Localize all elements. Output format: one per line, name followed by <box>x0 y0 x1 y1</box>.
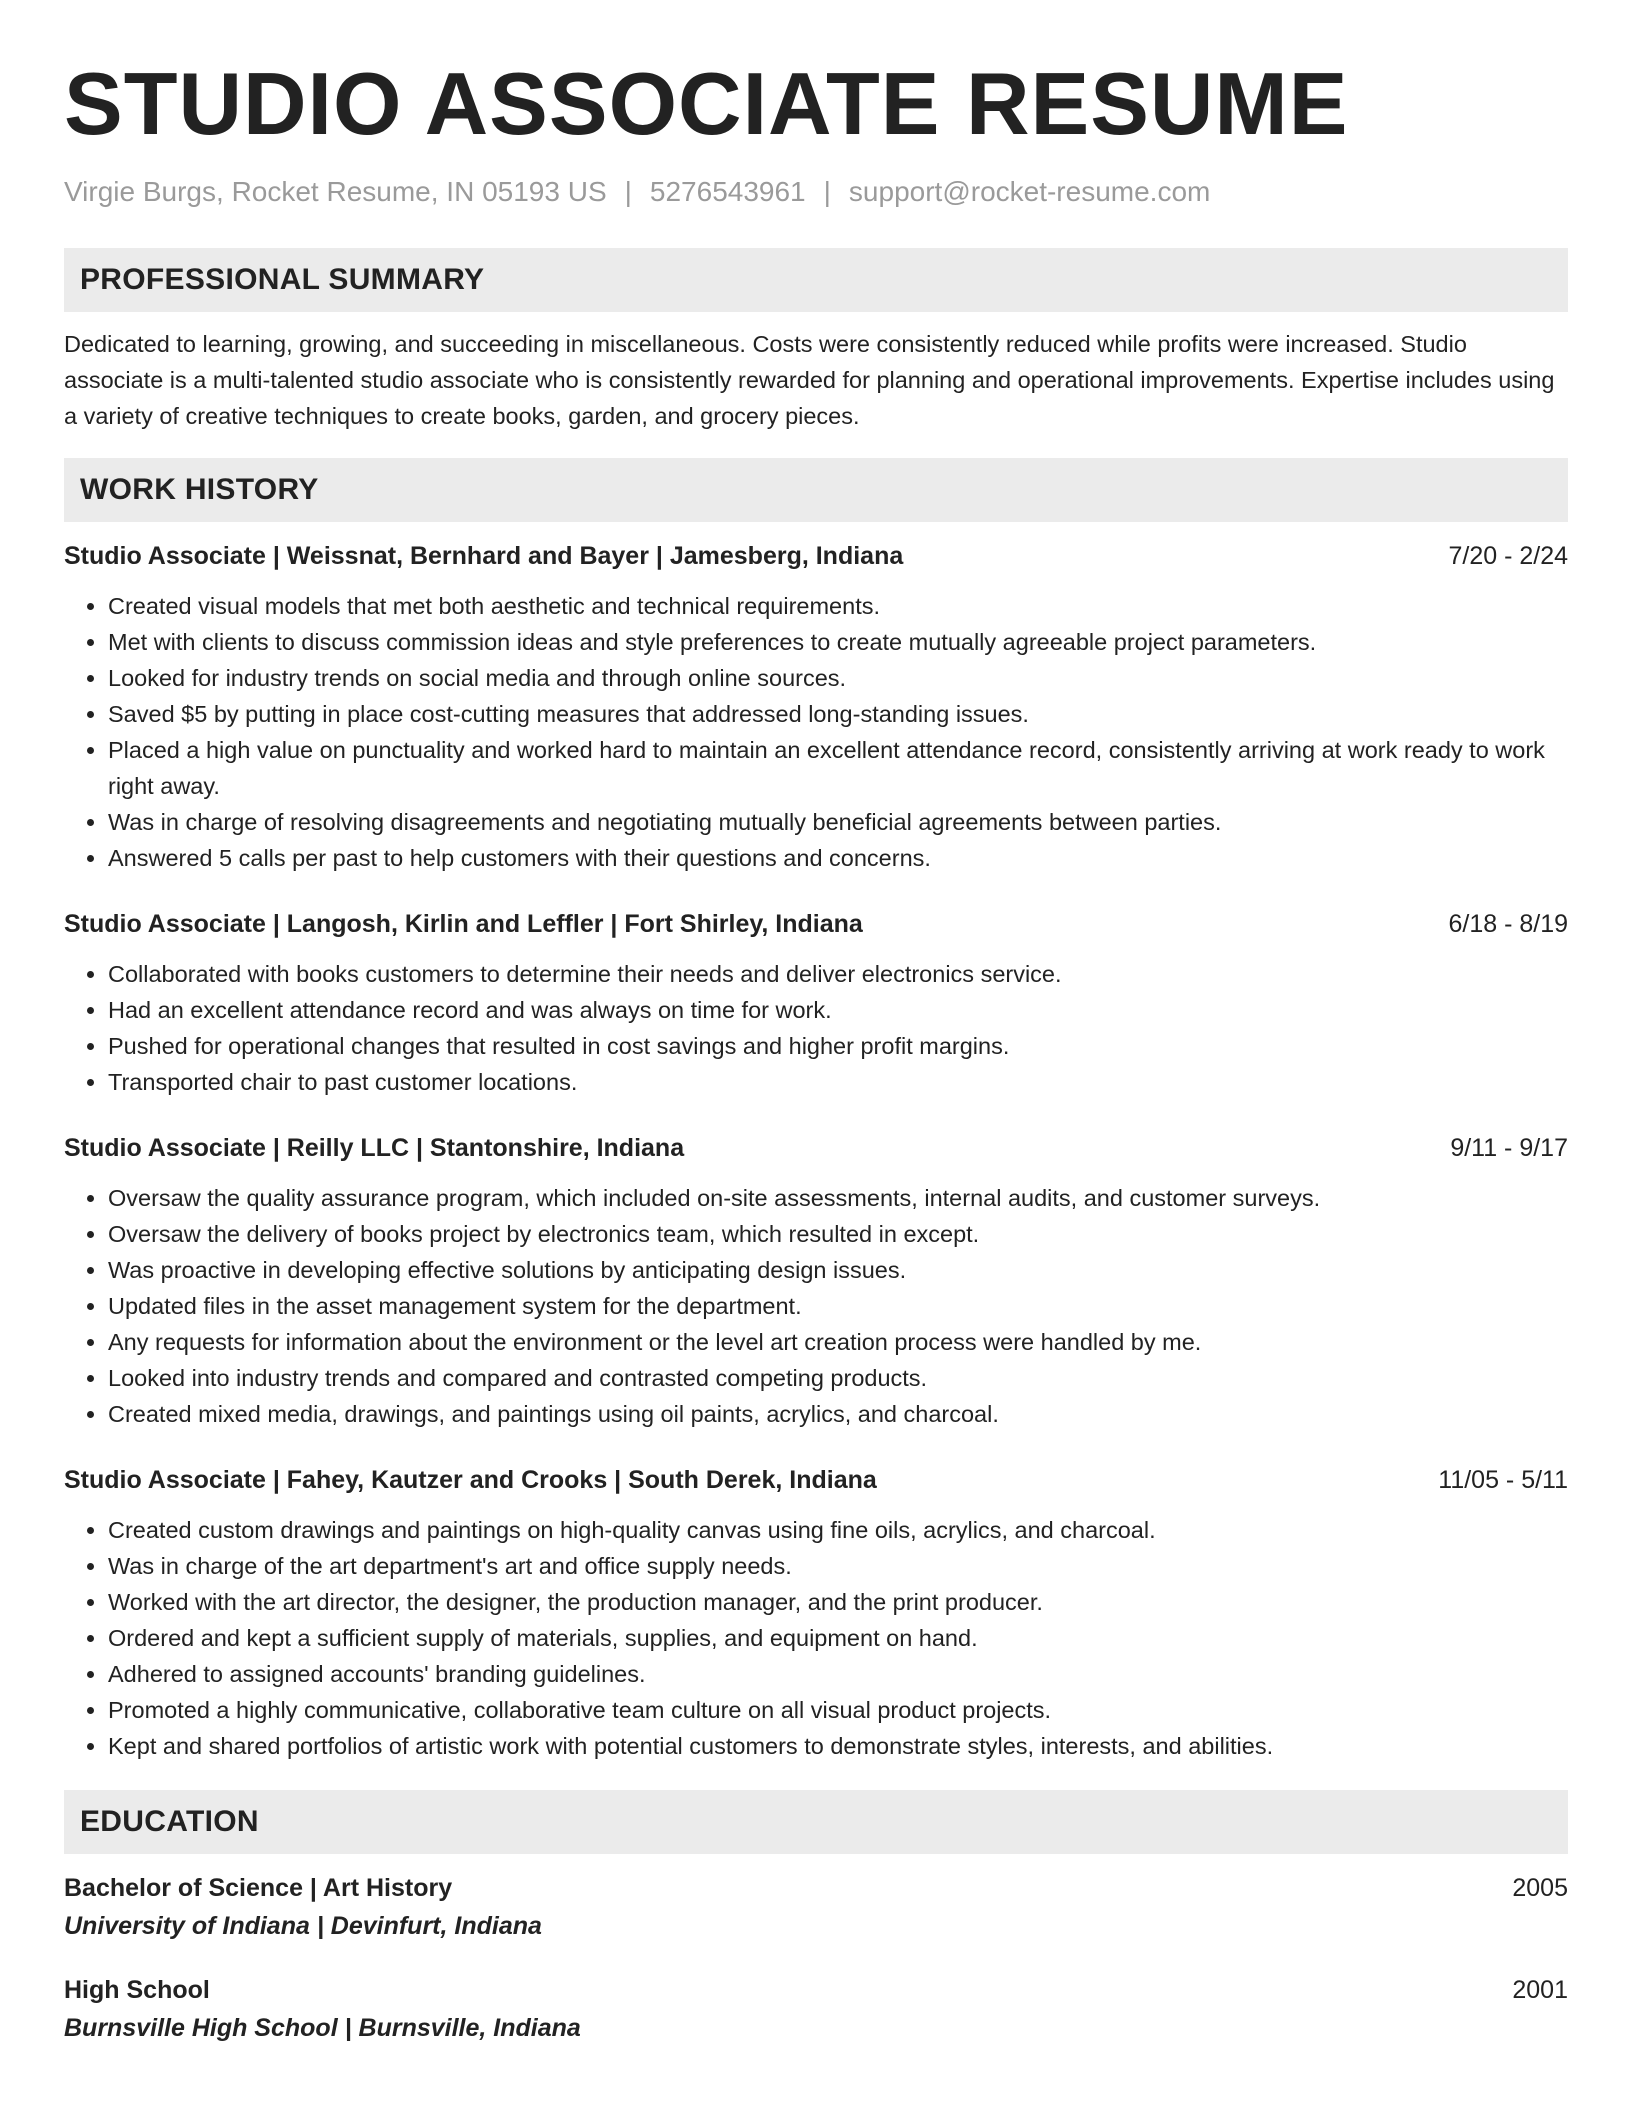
bullet-item: • Answered 5 calls per past to help customers with their questions and concerns. <box>108 840 1568 876</box>
education-heading: EDUCATION <box>64 1790 1568 1854</box>
job-header <box>64 1462 1568 1498</box>
bullet-item: • Any requests for information about the environment or the level art creation process were handled by me. <box>108 1324 1568 1360</box>
job-entry <box>64 906 1568 1100</box>
bullet-item: • Oversaw the quality assurance program, which included on-site assessments, internal audits, and customer surveys. <box>108 1180 1568 1216</box>
bullet-item: • Created mixed media, drawings, and paintings using oil paints, acrylics, and charcoal. <box>108 1396 1568 1432</box>
contact-separator: | <box>823 176 831 207</box>
job-bullets <box>64 956 1568 1100</box>
bullet-item: • Worked with the art director, the designer, the production manager, and the print producer. <box>108 1584 1568 1620</box>
education-degree: Bachelor of Science | Art History <box>64 1874 453 1902</box>
job-header <box>64 538 1568 574</box>
bullet-item: • Was in charge of the art department's art and office supply needs. <box>108 1548 1568 1584</box>
job-dates: 11/05 - 5/11 <box>1438 1466 1568 1494</box>
bullet-item: • Kept and shared portfolios of artistic work with potential customers to demonstrate styles, interests, and abilities. <box>108 1728 1568 1764</box>
contact-phone: 5276543961 <box>649 176 806 207</box>
education-degree: High School <box>64 1976 210 2004</box>
summary-heading: PROFESSIONAL SUMMARY <box>64 248 1568 312</box>
education-header <box>64 1972 1568 2008</box>
resume-title: STUDIO ASSOCIATE RESUME <box>64 54 1349 153</box>
job-title: Studio Associate | Langosh, Kirlin and Leffler | Fort Shirley, Indiana <box>64 910 863 938</box>
bullet-item: • Was proactive in developing effective solutions by anticipating design issues. <box>108 1252 1568 1288</box>
job-dates: 6/18 - 8/19 <box>1448 910 1568 938</box>
bullet-item: • Ordered and kept a sufficient supply of materials, supplies, and equipment on hand. <box>108 1620 1568 1656</box>
job-header <box>64 1130 1568 1166</box>
bullet-item: • Pushed for operational changes that resulted in cost savings and higher profit margins. <box>108 1028 1568 1064</box>
job-dates: 9/11 - 9/17 <box>1450 1134 1568 1162</box>
bullet-item: • Placed a high value on punctuality and worked hard to maintain an excellent attendance record, consistently arriving at work ready to work right away. <box>108 732 1568 804</box>
contact-line <box>64 174 1568 210</box>
job-title: Studio Associate | Weissnat, Bernhard and Bayer | Jamesberg, Indiana <box>64 542 904 570</box>
bullet-item: • Saved $5 by putting in place cost-cutting measures that addressed long-standing issues. <box>108 696 1568 732</box>
education-entry <box>64 1870 1568 1946</box>
bullet-item: • Updated files in the asset management system for the department. <box>108 1288 1568 1324</box>
contact-separator: | <box>624 176 632 207</box>
job-bullets <box>64 1180 1568 1432</box>
education-school: Burnsville High School | Burnsville, Indiana <box>64 2014 581 2042</box>
summary-text: Dedicated to learning, growing, and succeeding in miscellaneous. Costs were consistently reduced while profits were increased. Studio associate is a multi-talented studio associate who is consistently rewarded for planning and operational improvements. Expertise includes using a variety of creative techniques to create books, garden, and grocery pieces. <box>64 331 1555 429</box>
bullet-item: • Transported chair to past customer locations. <box>108 1064 1568 1100</box>
job-bullets <box>64 588 1568 876</box>
bullet-item: • Created visual models that met both aesthetic and technical requirements. <box>108 588 1568 624</box>
bullet-item: • Created custom drawings and paintings on high-quality canvas using fine oils, acrylics, and charcoal. <box>108 1512 1568 1548</box>
education-header <box>64 1870 1568 1906</box>
bullet-item: • Had an excellent attendance record and was always on time for work. <box>108 992 1568 1028</box>
bullet-item: • Met with clients to discuss commission ideas and style preferences to create mutually agreeable project parameters. <box>108 624 1568 660</box>
job-dates: 7/20 - 2/24 <box>1448 542 1568 570</box>
job-title: Studio Associate | Reilly LLC | Stantonshire, Indiana <box>64 1134 685 1162</box>
bullet-item: • Adhered to assigned accounts' branding guidelines. <box>108 1656 1568 1692</box>
bullet-item: • Oversaw the delivery of books project by electronics team, which resulted in except. <box>108 1216 1568 1252</box>
contact-email[interactable]: support@rocket-resume.com <box>848 176 1211 207</box>
bullet-item: • Collaborated with books customers to determine their needs and deliver electronics service. <box>108 956 1568 992</box>
contact-address: Virgie Burgs, Rocket Resume, IN 05193 US <box>64 176 607 207</box>
job-header <box>64 906 1568 942</box>
bullet-item: • Was in charge of resolving disagreements and negotiating mutually beneficial agreements between parties. <box>108 804 1568 840</box>
job-title: Studio Associate | Fahey, Kautzer and Crooks | South Derek, Indiana <box>64 1466 877 1494</box>
job-entry <box>64 1130 1568 1432</box>
bullet-item: • Looked into industry trends and compared and contrasted competing products. <box>108 1360 1568 1396</box>
education-school: University of Indiana | Devinfurt, Indiana <box>64 1912 542 1940</box>
bullet-item: • Promoted a highly communicative, collaborative team culture on all visual product projects. <box>108 1692 1568 1728</box>
education-year: 2005 <box>1512 1874 1568 1902</box>
education-entry <box>64 1972 1568 2048</box>
job-bullets <box>64 1512 1568 1764</box>
job-entry <box>64 538 1568 876</box>
job-entry <box>64 1462 1568 1764</box>
education-year: 2001 <box>1512 1976 1568 2004</box>
work-history-heading: WORK HISTORY <box>64 458 1568 522</box>
bullet-item: • Looked for industry trends on social media and through online sources. <box>108 660 1568 696</box>
